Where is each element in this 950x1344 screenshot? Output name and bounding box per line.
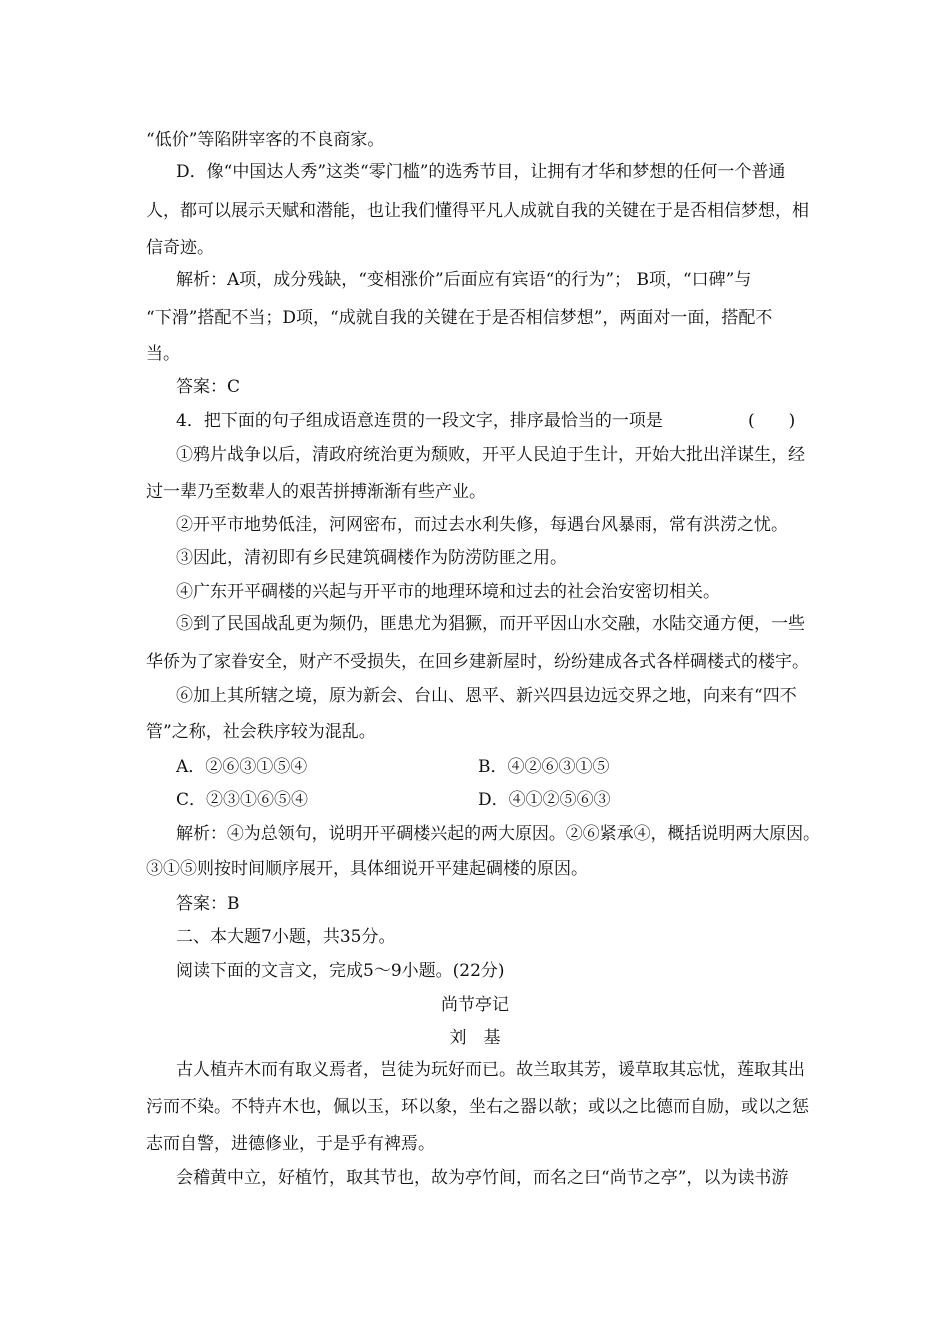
option-d: D．④①②⑤⑥③ [478, 790, 611, 810]
passage-line: 志而自警，进德修业，于是乎有裨焉。 [146, 1134, 435, 1154]
text-line: 人，都可以展示天赋和潜能，也让我们懂得平凡人成就自我的关键在于是否相信梦想，相 [146, 201, 809, 221]
sentence-6: ⑥加上其所辖之境，原为新会、台山、恩平、新兴四县边远交界之地，向来有“四不 [176, 686, 797, 706]
answer-line: 答案：C [176, 377, 241, 397]
sentence-3: ③因此，清初即有乡民建筑碉楼作为防涝防匪之用。 [176, 548, 567, 568]
text-line: 信奇迹。 [146, 238, 214, 258]
answer-line: 答案：B [176, 894, 240, 914]
instruction-line: 阅读下面的文言文，完成5～9小题。(22分) [176, 961, 505, 981]
text-line: 过一辈乃至数辈人的艰苦拼搏渐渐有些产业。 [146, 482, 486, 502]
sentence-2: ②开平市地势低洼，河网密布，而过去水利失修，每遇台风暴雨，常有洪涝之忧。 [176, 515, 788, 535]
passage-author: 刘 基 [449, 1028, 501, 1048]
passage-line: 古人植卉木而有取义焉者，岂徒为玩好而已。故兰取其芳，谖草取其忘忧，莲取其出 [176, 1060, 805, 1080]
text-line: “低价”等陷阱宰客的不良商家。 [146, 130, 385, 150]
question-4-stem: 4．把下面的句子组成语意连贯的一段文字，排序最恰当的一项是 [176, 411, 663, 431]
answer-blank: ( ) [748, 411, 796, 431]
option-c: C．②③①⑥⑤④ [176, 790, 309, 810]
sentence-4: ④广东开平碉楼的兴起与开平市的地理环境和过去的社会治安密切相关。 [176, 582, 720, 602]
analysis-line: 解析：④为总领句，说明开平碉楼兴起的两大原因。②⑥紧承④，概括说明两大原因。 [176, 824, 820, 844]
option-b: B．④②⑥③①⑤ [478, 757, 610, 777]
passage-line: 污而不染。不特卉木也，佩以玉，环以象，坐右之器以欹；或以之比德而自励，或以之惩 [146, 1097, 809, 1117]
sentence-5: ⑤到了民国战乱更为频仍，匪患尤为猖獗，而开平因山水交融，水陆交通方便，一些 [176, 614, 805, 634]
text-line: 当。 [146, 344, 180, 364]
passage-line: 会稽黄中立，好植竹，取其节也，故为亭竹间，而名之曰“尚节之亭”，以为读书游 [176, 1168, 789, 1188]
text-line: 华侨为了家眷安全，财产不受损失，在回乡建新屋时，纷纷建成各式各样碉楼式的楼宇。 [146, 652, 809, 672]
section-heading: 二、本大题7小题，共35分。 [176, 927, 396, 947]
text-line: “下滑”搭配不当；D项，“成就自我的关键在于是否相信梦想”，两面对一面，搭配不 [146, 308, 773, 328]
sentence-1: ①鸦片战争以后，清政府统治更为颓败，开平人民迫于生计，开始大批出洋谋生，经 [176, 445, 805, 465]
option-d-line: D．像“中国达人秀”这类“零门槛”的选秀节目，让拥有才华和梦想的任何一个普通 [176, 162, 786, 182]
text-line: 管”之称，社会秩序较为混乱。 [146, 722, 376, 742]
option-a: A．②⑥③①⑤④ [176, 757, 308, 777]
passage-title: 尚节亭记 [441, 995, 509, 1015]
text-line: ③①⑤则按时间顺序展开，具体细说开平建起碉楼的原因。 [146, 859, 588, 879]
analysis-line: 解析：A项，成分残缺，“变相涨价”后面应有宾语“的行为”； B项，“口碑”与 [176, 270, 752, 290]
